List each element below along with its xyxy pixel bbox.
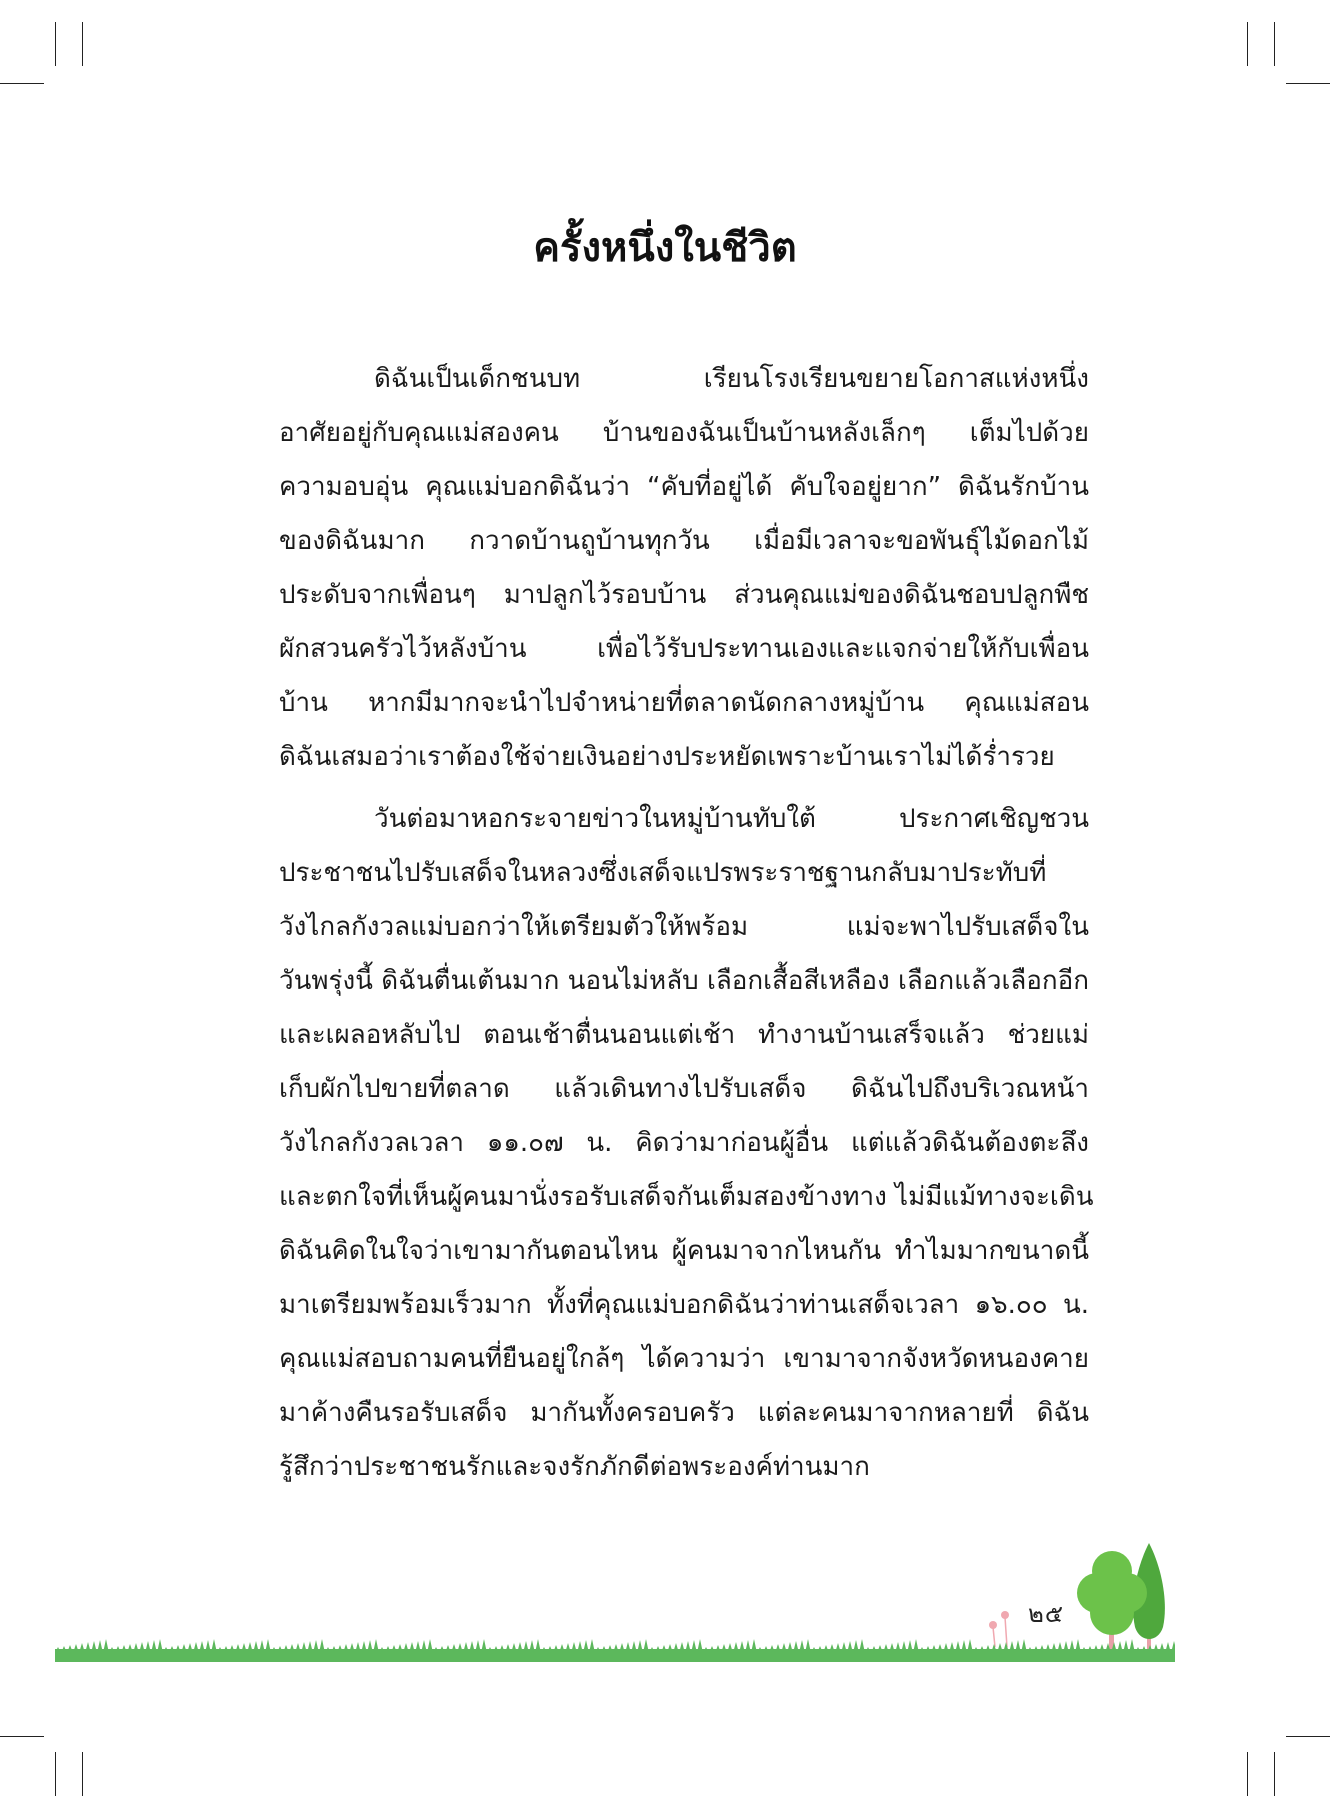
text-line: เก็บผักไปขายที่ตลาด แล้วเดินทางไปรับเสด็จ ดิฉันไปถึงบริเวณหน้า [279, 1074, 1089, 1104]
paragraph-2 [279, 792, 1094, 1494]
crop-mark [1274, 22, 1275, 66]
crop-mark [1247, 1752, 1248, 1796]
page-title: ครั้งหนึ่งในชีวิต [533, 225, 797, 271]
text-line: มาเตรียมพร้อมเร็วมาก ทั้งที่คุณแม่บอกดิฉันว่าท่านเสด็จเวลา ๑๖.๐๐ น. [279, 1290, 1089, 1320]
text-line: ดิฉันเป็นเด็กชนบท เรียนโรงเรียนขยายโอกาสแห่งหนึ่ง [374, 364, 1089, 394]
text-line: วันพรุ่งนี้ ดิฉันตื่นเต้นมาก นอนไม่หลับ เลือกเสื้อสีเหลือง เลือกแล้วเลือกอีก [279, 966, 1089, 996]
text-line: และเผลอหลับไป ตอนเช้าตื่นนอนแต่เช้า ทำงานบ้านเสร็จแล้ว ช่วยแม่ [279, 1020, 1089, 1050]
text-line: มาค้างคืนรอรับเสด็จ มากันทั้งครอบครัว แต่ละคนมาจากหลายที่ ดิฉัน [279, 1398, 1089, 1428]
crop-mark [55, 1752, 56, 1796]
grass-base [55, 1649, 1175, 1662]
text-line: อาศัยอยู่กับคุณแม่สองคน บ้านของฉันเป็นบ้านหลังเล็กๆ เต็มไปด้วย [279, 418, 1089, 448]
text-line: รู้สึกว่าประชาชนรักและจงรักภักดีต่อพระองค์ท่านมาก [279, 1452, 870, 1482]
crop-mark [0, 1736, 44, 1737]
crop-mark [1247, 22, 1248, 66]
flower [1001, 1611, 1009, 1619]
grass-trees-flowers-icon [55, 1535, 1175, 1670]
flower [989, 1621, 997, 1629]
crop-mark [82, 22, 83, 66]
page-number: ๒๕ [1028, 1600, 1064, 1628]
crop-mark [1274, 1752, 1275, 1796]
crop-mark [1286, 1736, 1330, 1737]
text-line: ความอบอุ่น คุณแม่บอกดิฉันว่า “คับที่อยู่ได้ คับใจอยู่ยาก” ดิฉันรักบ้าน [279, 472, 1089, 502]
crop-mark [0, 83, 44, 84]
text-line: ประชาชนไปรับเสด็จในหลวงซึ่งเสด็จแปรพระราชฐานกลับมาประทับที่ [279, 858, 1047, 888]
text-line: และตกใจที่เห็นผู้คนมานั่งรอรับเสด็จกันเต็มสองข้างทาง ไม่มีแม้ทางจะเดิน [279, 1182, 1094, 1212]
crop-mark [82, 1752, 83, 1796]
text-line: วังไกลกังวลแม่บอกว่าให้เตรียมตัวให้พร้อม แม่จะพาไปรับเสด็จใน [279, 912, 1089, 942]
crop-mark [55, 22, 56, 66]
story-body [279, 352, 1094, 1482]
text-line: ประดับจากเพื่อนๆ มาปลูกไว้รอบบ้าน ส่วนคุณแม่ของดิฉันชอบปลูกพืช [279, 580, 1089, 610]
tree-light [1090, 1591, 1134, 1635]
text-line: ผักสวนครัวไว้หลังบ้าน เพื่อไว้รับประทานเองและแจกจ่ายให้กับเพื่อน [279, 634, 1089, 664]
text-line: ดิฉันเสมอว่าเราต้องใช้จ่ายเงินอย่างประหยัดเพราะบ้านเราไม่ได้ร่ำรวย [279, 742, 1055, 772]
text-line: วันต่อมาหอกระจายข่าวในหมู่บ้านทับใต้ ประกาศเชิญชวน [374, 804, 1089, 834]
text-line: ของดิฉันมาก กวาดบ้านถูบ้านทุกวัน เมื่อมีเวลาจะขอพันธุ์ไม้ดอกไม้ [279, 526, 1089, 556]
text-line: บ้าน หากมีมากจะนำไปจำหน่ายที่ตลาดนัดกลางหมู่บ้าน คุณแม่สอน [279, 688, 1089, 718]
text-line: คุณแม่สอบถามคนที่ยืนอยู่ใกล้ๆ ได้ความว่า เขามาจากจังหวัดหนองคาย [279, 1344, 1089, 1374]
crop-mark [1286, 83, 1330, 84]
text-line: ดิฉันคิดในใจว่าเขามากันตอนไหน ผู้คนมาจากไหนกัน ทำไมมากขนาดนี้ [279, 1236, 1089, 1266]
paragraph-1 [279, 352, 1089, 784]
text-line: วังไกลกังวลเวลา ๑๑.๐๗ น. คิดว่ามาก่อนผู้อื่น แต่แล้วดิฉันต้องตะลึง [279, 1128, 1089, 1158]
